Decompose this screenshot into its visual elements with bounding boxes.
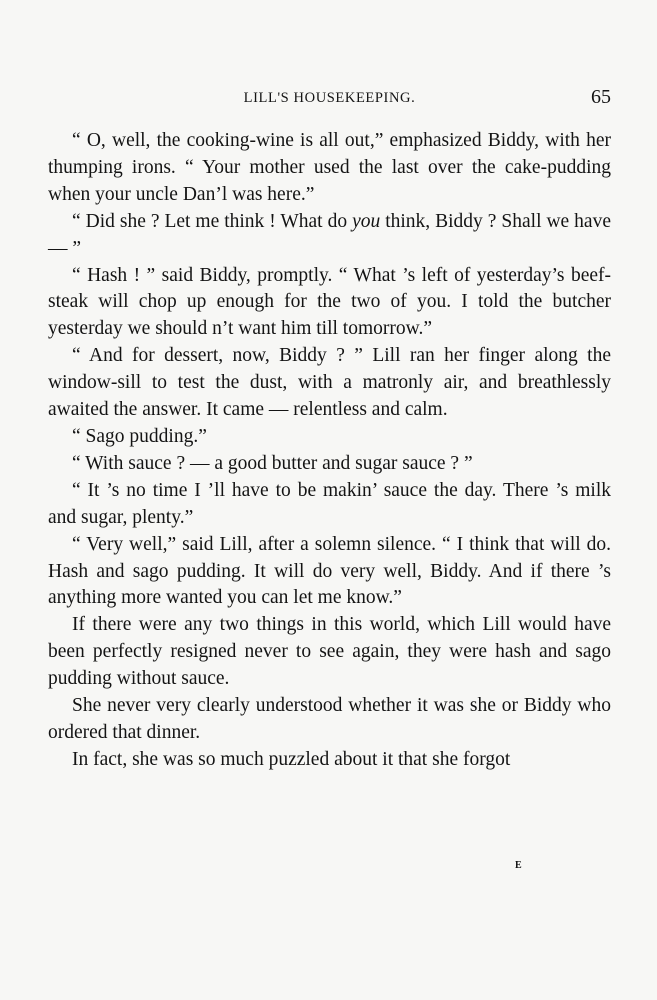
paragraph: “ O, well, the cooking-wine is all out,” emphasized Biddy, with her thumping irons. “ Your mother used the last over the cake-pudding when your uncle Dan’l was here.” [48, 130, 611, 205]
page-number: 65 [591, 86, 611, 108]
paragraph: “ And for dessert, now, Biddy ? ” Lill ran her finger along the window-sill to test the dust, with a matronly air, and breathlessly awaited the answer. It came — relentless and calm. [48, 345, 611, 421]
paragraph: “ Sago pudding.” [72, 425, 207, 447]
paragraph: “ It ’s no time I ’ll have to be makin’ sauce the day. There ’s milk and sugar, plenty.” [48, 479, 611, 528]
body-text [48, 128, 611, 774]
emphasis: you [352, 210, 381, 232]
paragraph: “ Did she ? Let me think ! What do you think, Biddy ? Shall we have — ” [48, 210, 611, 259]
signature-mark: E [515, 860, 522, 871]
paragraph: If there were any two things in this world, which Lill would have been perfectly resigned never to see again, they were hash and sago pudding without sauce. [48, 614, 611, 690]
running-head-title: LILL'S HOUSEKEEPING. [243, 90, 416, 106]
paragraph: In fact, she was so much puzzled about it that she forgot [72, 748, 511, 770]
paragraph: “ With sauce ? — a good butter and sugar sauce ? ” [72, 452, 473, 474]
running-head [48, 86, 611, 110]
paragraph: “ Hash ! ” said Biddy, promptly. “ What ’s left of yesterday’s beef-steak will chop up enough for the two of you. I told the butcher yesterday we should n’t want him till tomorrow.” [48, 264, 611, 340]
paragraph: “ Very well,” said Lill, after a solemn silence. “ I think that will do. Hash and sago pudding. It will do very well, Biddy. And if there ’s anything more wanted you can let me know.” [48, 533, 611, 609]
paragraph: She never very clearly understood whether it was she or Biddy who ordered that dinner. [48, 695, 611, 743]
